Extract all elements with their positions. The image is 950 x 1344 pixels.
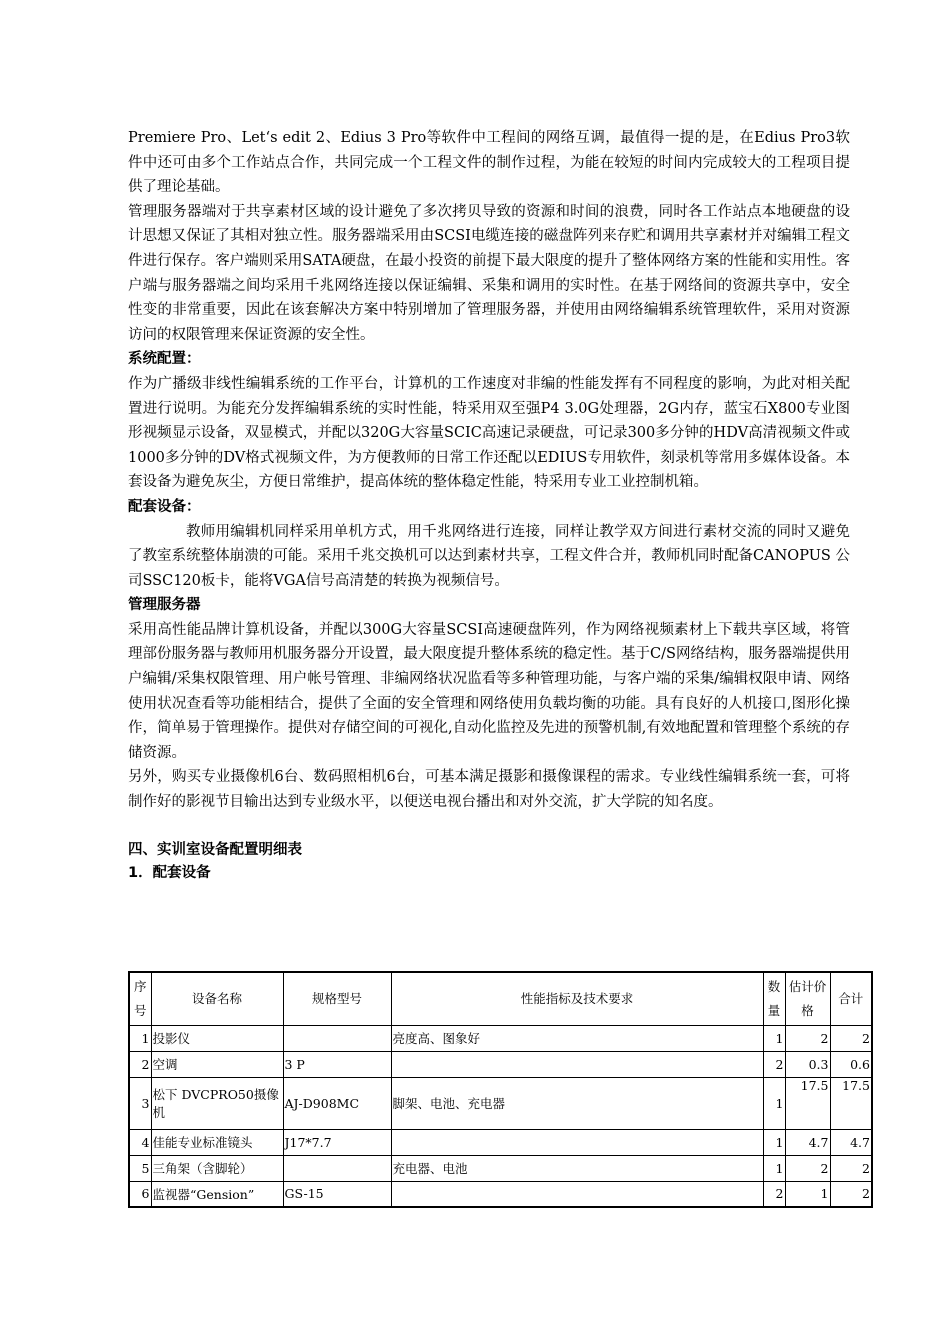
heading-equipment: 配套设备： bbox=[128, 498, 201, 515]
header-model: 规格型号 bbox=[283, 972, 391, 1025]
cell-no: 4 bbox=[129, 1129, 151, 1155]
paragraph-system-config: 作为广播级非线性编辑系统的工作平台，计算机的工作速度对非编的性能发挥有不同程度的影响，为此对相关配置进行说明。为能充分发挥编辑系统的实时性能，特采用双至强P4 3.0G处理器，2G内存，蓝宝石X800专业图形视频显示设备，双显模式，并配以320G大容量SCIC高速记录硬盘，可记录300多分钟的HDV高清视频文件或1000多分钟的DV格式视频文件，为方便教师的日常工作还配以EDIUS专用软件，刻录机等常用多媒体设备。本套设备为避免灰尘，方便日常维护，提高体统的整体稳定性能，特采用专业工业控制机箱。 bbox=[128, 375, 850, 491]
table-row bbox=[129, 1077, 872, 1129]
cell-qty: 1 bbox=[763, 1129, 785, 1155]
table-header-row bbox=[129, 972, 872, 1025]
header-price: 估计价格 bbox=[785, 972, 830, 1025]
paragraph-additional-purchase: 另外，购买专业摄像机6台、数码照相机6台，可基本满足摄影和摄像课程的需求。专业线性编辑系统一套，可将制作好的影视节目输出达到专业级水平，以便送电视台播出和对外交流，扩大学院的知名度。 bbox=[128, 769, 850, 811]
cell-no: 1 bbox=[129, 1025, 151, 1051]
cell-model bbox=[283, 1025, 391, 1051]
cell-model: 3 P bbox=[283, 1051, 391, 1077]
header-no: 序号 bbox=[129, 972, 151, 1025]
section-subtitle: 1．配套设备 bbox=[128, 864, 211, 881]
cell-qty: 1 bbox=[763, 1155, 785, 1181]
table-row bbox=[129, 1181, 872, 1207]
paragraph-server-design: 管理服务器端对于共享素材区域的设计避免了多次拷贝导致的资源和时间的浪费，同时各工作站点本地硬盘的设计思想又保证了其相对独立性。服务器端采用由SCSI电缆连接的磁盘阵列来存贮和调用共享素材并对编辑工程文件进行保存。客户端则采用SATA硬盘，在最小投资的前提下最大限度的提升了整体网络方案的性能和实用性。客户端与服务器端之间均采用千兆网络连接以保证编辑、采集和调用的实时性。在基于网络间的资源共享中，安全性变的非常重要，因此在该套解决方案中特别增加了管理服务器，并使用由网络编辑系统管理软件，采用对资源访问的权限管理来保证资源的安全性。 bbox=[128, 203, 850, 343]
cell-spec bbox=[391, 1129, 763, 1155]
paragraph-equipment: 教师用编辑机同样采用单机方式，用千兆网络进行连接，同样让教学双方间进行素材交流的同时又避免了教室系统整体崩溃的可能。采用千兆交换机可以达到素材共享，工程文件合并，教师机同时配备CANOPUS 公司SSC120板卡，能将VGA信号高清楚的转换为视频信号。 bbox=[128, 523, 850, 589]
cell-name: 空调 bbox=[151, 1051, 283, 1077]
header-name: 设备名称 bbox=[151, 972, 283, 1025]
cell-no: 5 bbox=[129, 1155, 151, 1181]
cell-spec bbox=[391, 1181, 763, 1207]
cell-price: 4.7 bbox=[785, 1129, 830, 1155]
cell-total: 4.7 bbox=[830, 1129, 872, 1155]
cell-name: 松下 DVCPRO50摄像机 bbox=[151, 1077, 283, 1129]
equipment-table bbox=[128, 971, 873, 1208]
table-row bbox=[129, 1025, 872, 1051]
cell-total: 0.6 bbox=[830, 1051, 872, 1077]
cell-no: 2 bbox=[129, 1051, 151, 1077]
section-title: 四、实训室设备配置明细表 bbox=[128, 841, 302, 858]
cell-price: 2 bbox=[785, 1025, 830, 1051]
cell-model: J17*7.7 bbox=[283, 1129, 391, 1155]
table-row bbox=[129, 1129, 872, 1155]
cell-spec: 充电器、电池 bbox=[391, 1155, 763, 1181]
cell-name: 监视器“Gension” bbox=[151, 1181, 283, 1207]
cell-spec: 亮度高、图象好 bbox=[391, 1025, 763, 1051]
cell-no: 3 bbox=[129, 1077, 151, 1129]
cell-spec bbox=[391, 1051, 763, 1077]
cell-model bbox=[283, 1155, 391, 1181]
cell-name: 投影仪 bbox=[151, 1025, 283, 1051]
cell-spec: 脚架、电池、充电器 bbox=[391, 1077, 763, 1129]
cell-qty: 1 bbox=[763, 1077, 785, 1129]
cell-qty: 1 bbox=[763, 1025, 785, 1051]
cell-total: 2 bbox=[830, 1155, 872, 1181]
cell-price: 2 bbox=[785, 1155, 830, 1181]
table-row bbox=[129, 1155, 872, 1181]
header-spec: 性能指标及技术要求 bbox=[391, 972, 763, 1025]
heading-management-server: 管理服务器 bbox=[128, 597, 201, 614]
header-qty: 数量 bbox=[763, 972, 785, 1025]
cell-total: 2 bbox=[830, 1025, 872, 1051]
header-total: 合计 bbox=[830, 972, 872, 1025]
cell-price: 0.3 bbox=[785, 1051, 830, 1077]
cell-model: AJ-D908MC bbox=[283, 1077, 391, 1129]
paragraph-management-server: 采用高性能品牌计算机设备，并配以300G大容量SCSI高速硬盘阵列，作为网络视频素材上下载共享区域，将管理部份服务器与教师用机服务器分开设置，最大限度提升整体系统的稳定性。基于C/S网络结构，服务器端提供用户编辑/采集权限管理、用户帐号管理、非编网络状况监看等多种管理功能，与客户端的采集/编辑权限申请、网络使用状况查看等功能相结合，提供了全面的安全管理和网络使用负载均衡的功能。具有良好的人机接口,图形化操作，简单易于管理操作。提供对存储空间的可视化,自动化监控及先进的预警机制,有效地配置和管理整个系统的存储资源。 bbox=[128, 621, 850, 761]
cell-name: 佳能专业标准镜头 bbox=[151, 1129, 283, 1155]
cell-no: 6 bbox=[129, 1181, 151, 1207]
table-row bbox=[129, 1051, 872, 1077]
paragraph-software-interop: Premiere Pro、Let‘s edit 2、Edius 3 Pro等软件中工程间的网络互调，最值得一提的是，在Edius Pro3软件中还可由多个工作站点合作，共同完成一个工程文件的制作过程，为能在较短的时间内完成较大的工程项目提供了理论基础。 bbox=[128, 130, 850, 196]
cell-price: 1 bbox=[785, 1181, 830, 1207]
cell-name: 三角架（含脚轮） bbox=[151, 1155, 283, 1181]
cell-qty: 2 bbox=[763, 1051, 785, 1077]
cell-total: 2 bbox=[830, 1181, 872, 1207]
cell-total: 17.5 bbox=[830, 1077, 872, 1129]
heading-system-config: 系统配置： bbox=[128, 351, 201, 368]
document-body bbox=[128, 126, 850, 885]
cell-price: 17.5 bbox=[785, 1077, 830, 1129]
cell-qty: 2 bbox=[763, 1181, 785, 1207]
cell-model: GS-15 bbox=[283, 1181, 391, 1207]
